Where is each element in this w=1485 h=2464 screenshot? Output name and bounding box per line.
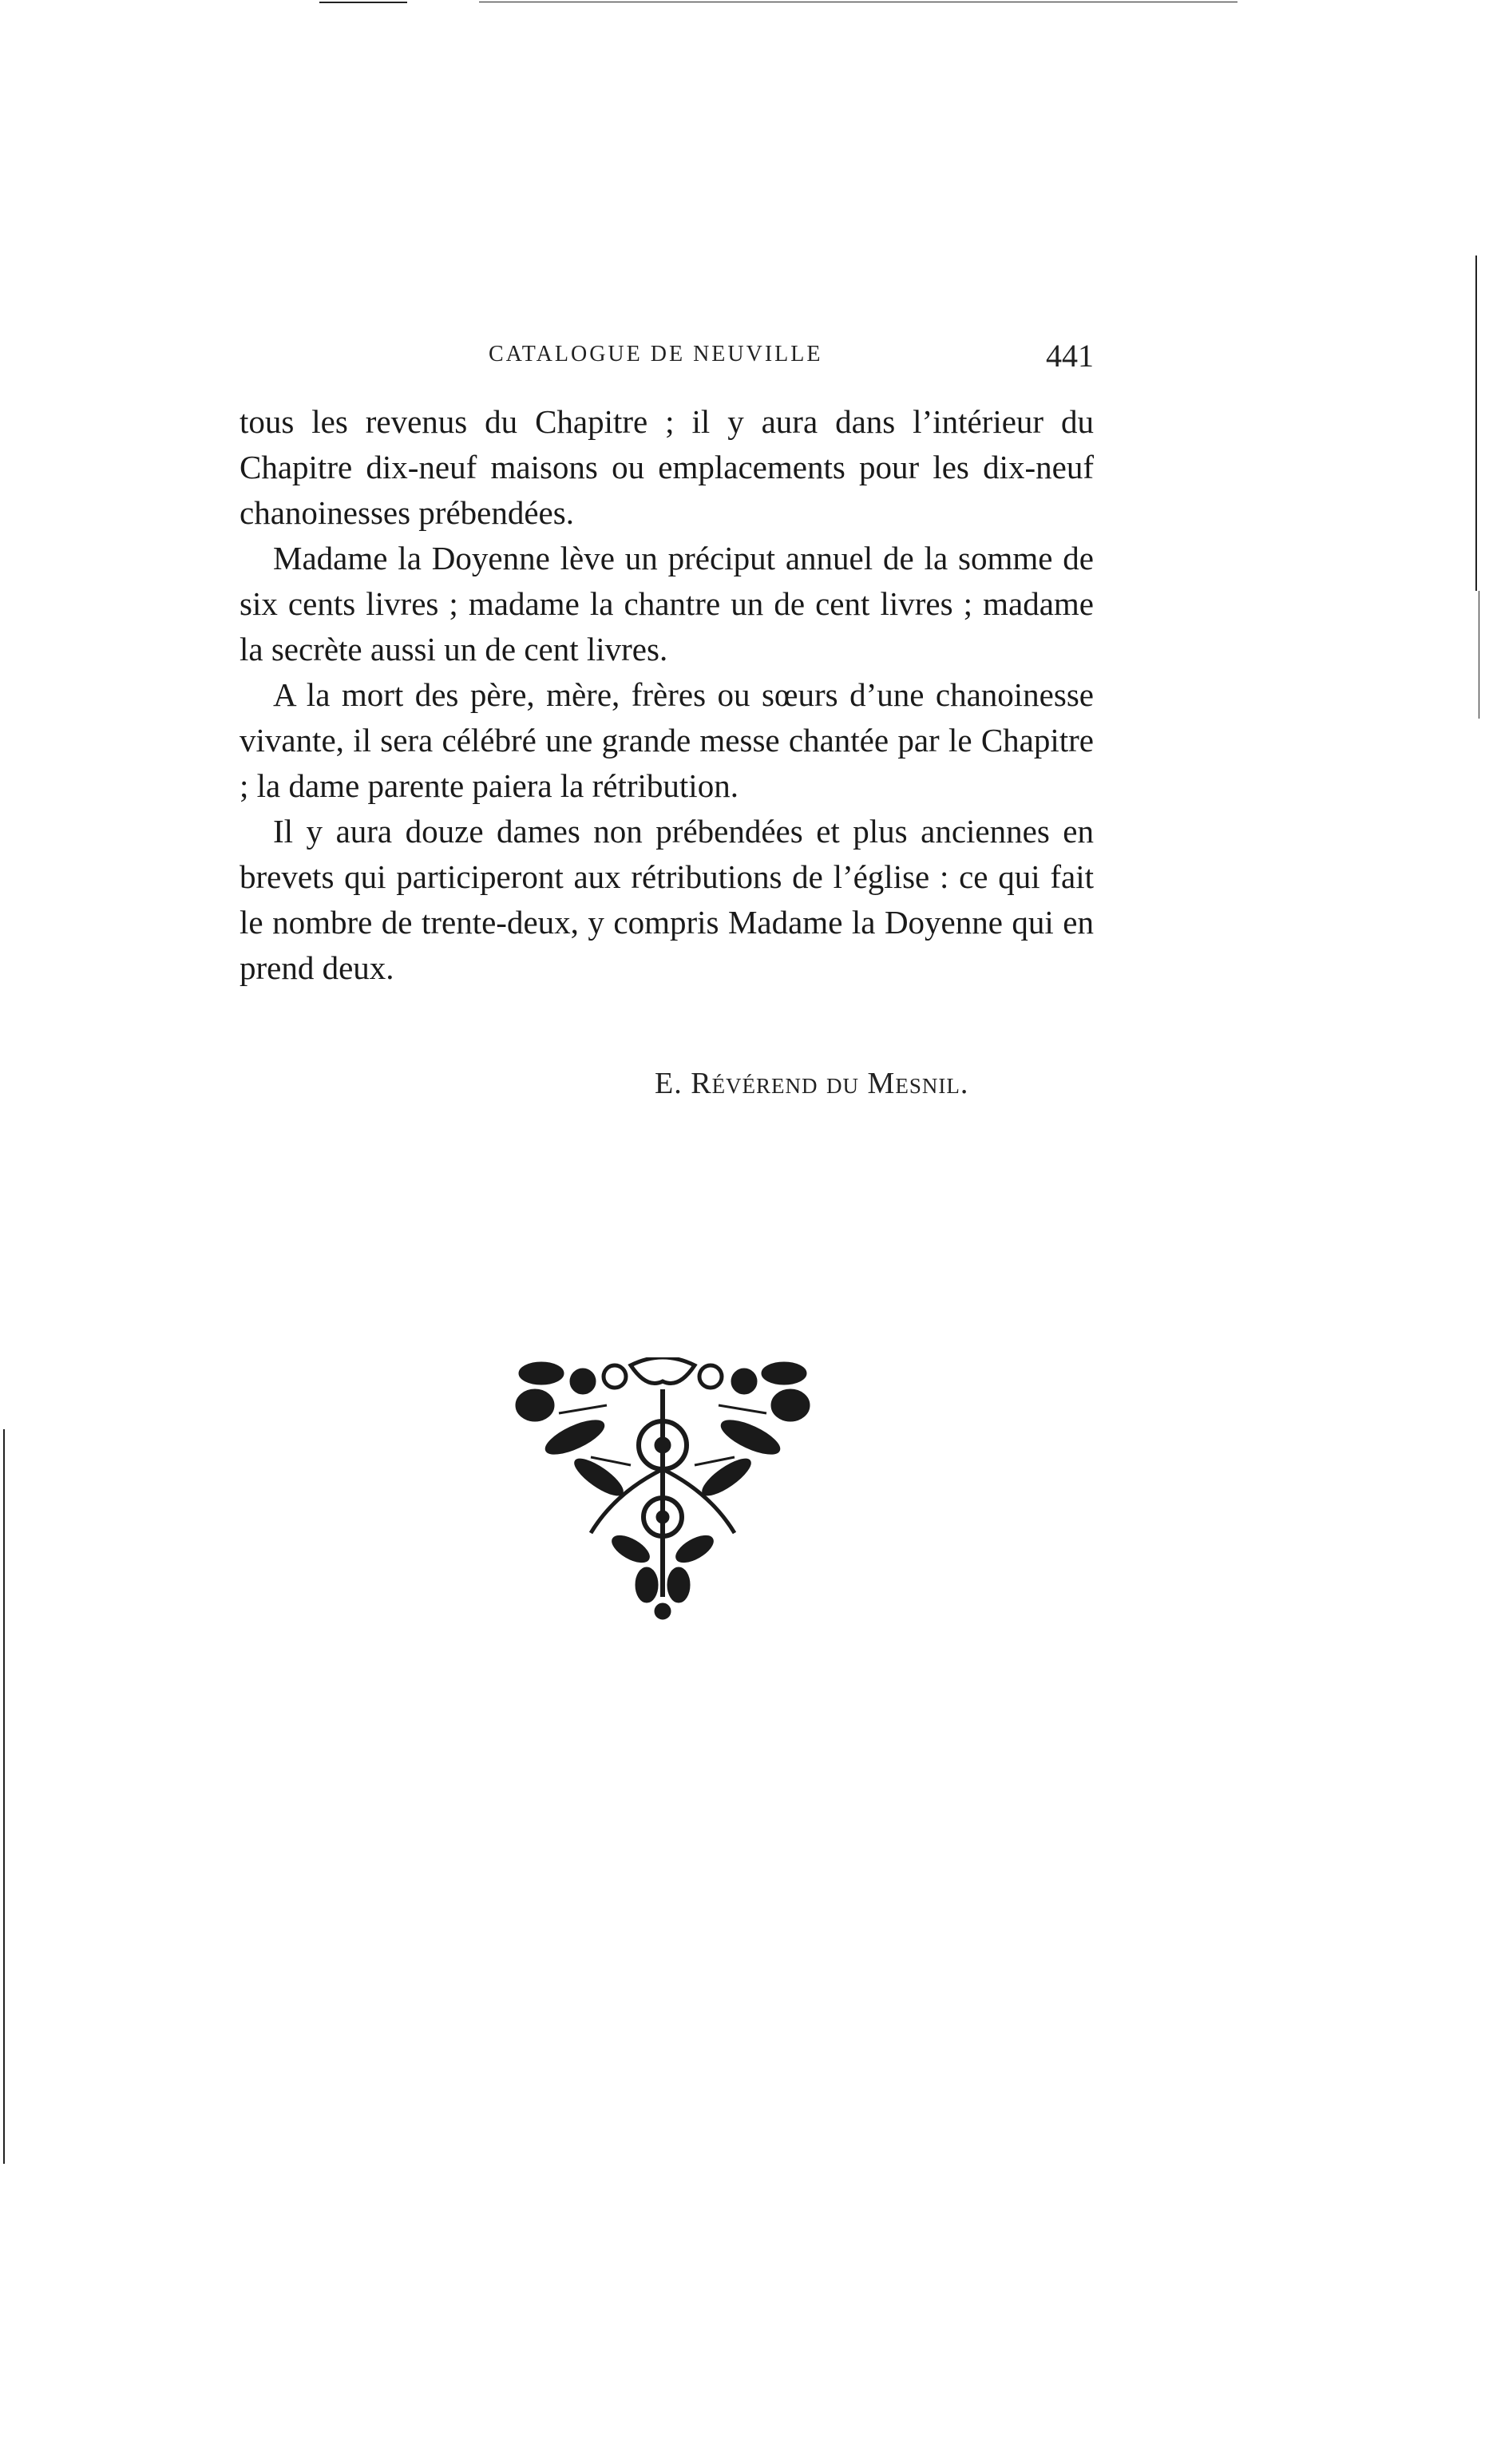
scan-line-top [319, 2, 407, 3]
page-header [240, 338, 1094, 382]
author-name: Révérend du Mesnil. [691, 1067, 969, 1100]
scan-line-left [3, 1429, 5, 2164]
paragraph: A la mort des père, mère, frères ou sœurs d’une chanoinesse vivante, il sera célébré une grande messe chantée par le Chapitre ; la dame parente paiera la rétribution. [240, 676, 1094, 804]
body-text [240, 399, 1094, 991]
running-title: CATALOGUE DE NEUVILLE [489, 342, 823, 366]
floral-tailpiece-icon [511, 1357, 814, 1621]
paragraph: Madame la Doyenne lève un préciput annuel de la somme de six cents livres ; madame la chantre un de cent livres ; madame la secrète aussi un de cent livres. [240, 540, 1094, 667]
scan-line-right [1475, 256, 1477, 591]
page-number: 441 [1046, 338, 1094, 374]
paragraph: tous les revenus du Chapitre ; il y aura dans l’intérieur du Chapitre dix-neuf maisons ou emplacements pour les dix-neuf chanoinesses prébendées. [240, 403, 1094, 531]
author-signature [655, 1066, 968, 1101]
author-initial: E. [655, 1067, 683, 1100]
paragraph: Il y aura douze dames non prébendées et plus anciennes en brevets qui participeront aux rétributions de l’église : ce qui fait le nombre de trente-deux, y compris Madame la Doyenne qui en prend deux. [240, 813, 1094, 986]
